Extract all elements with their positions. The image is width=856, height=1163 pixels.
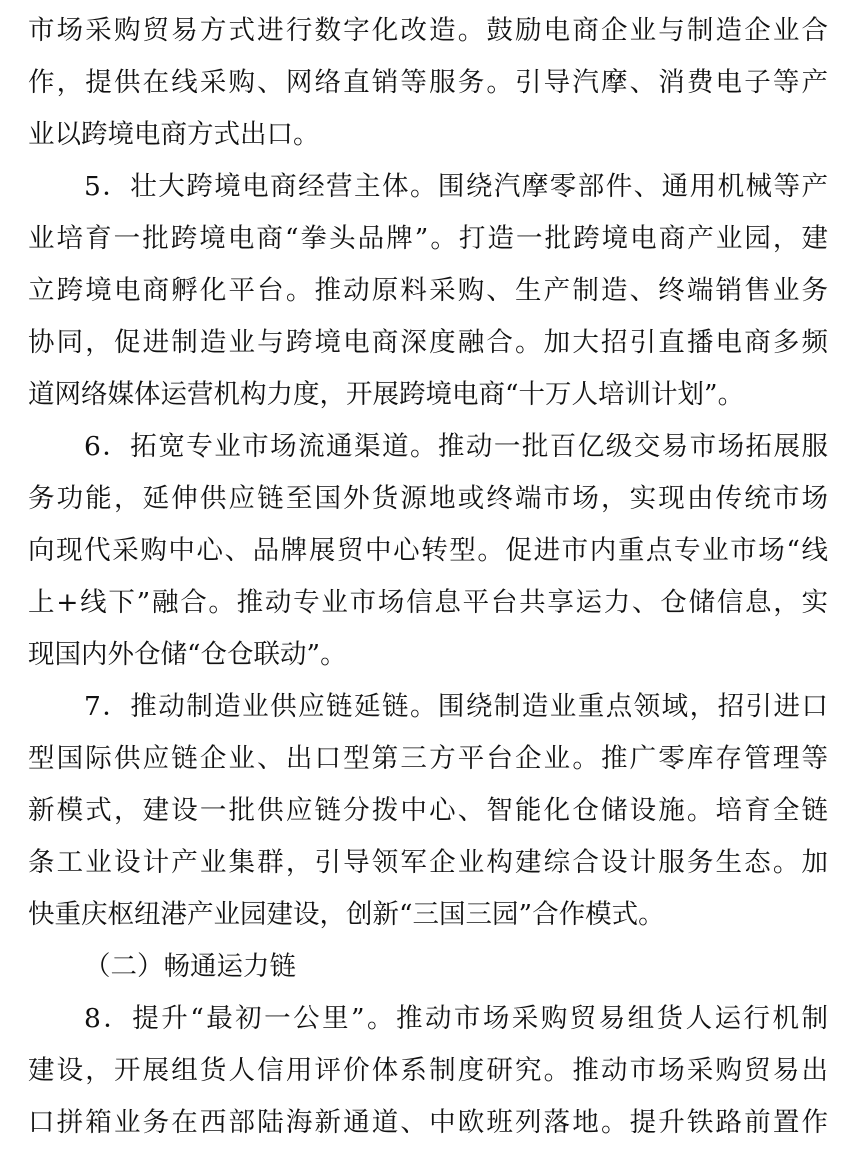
text-line-5: 业培育一批跨境电商“拳头品牌”。打造一批跨境电商产业园，建 — [28, 223, 828, 254]
text-line-15: 型国际供应链企业、出口型第三方平台企业。推广零库存管理等 — [28, 743, 828, 774]
text-line-21: 建设，开展组货人信用评价体系制度研究。推动市场采购贸易出 — [28, 1055, 828, 1086]
text-line-6: 立跨境电商孵化平台。推动原料采购、生产制造、终端销售业务 — [28, 275, 828, 306]
paragraph-6-start: 6．拓宽专业市场流通渠道。推动一批百亿级交易市场拓展服 — [84, 431, 828, 462]
text-line-7: 协同，促进制造业与跨境电商深度融合。加大招引直播电商多频 — [28, 327, 828, 358]
text-line-17: 条工业设计产业集群，引导领军企业构建综合设计服务生态。加 — [28, 847, 828, 878]
text-line-8: 道网络媒体运营机构力度，开展跨境电商“十万人培训计划”。 — [28, 379, 745, 410]
paragraph-8-start: 8．提升“最初一公里”。推动市场采购贸易组货人运行机制 — [84, 1003, 828, 1034]
paragraph-5-start: 5．壮大跨境电商经营主体。围绕汽摩零部件、通用机械等产 — [84, 171, 828, 202]
text-line-13: 现国内外仓储“仓仓联动”。 — [28, 639, 347, 670]
text-line-2: 作，提供在线采购、网络直销等服务。引导汽摩、消费电子等产 — [28, 67, 828, 98]
text-line-22: 口拼箱业务在西部陆海新通道、中欧班列落地。提升铁路前置作 — [28, 1107, 828, 1138]
text-line-1: 市场采购贸易方式进行数字化改造。鼓励电商企业与制造企业合 — [28, 15, 828, 46]
text-line-3: 业以跨境电商方式出口。 — [28, 119, 320, 150]
text-line-18: 快重庆枢纽港产业园建设，创新“三国三园”合作模式。 — [28, 899, 665, 930]
text-line-10: 务功能，延伸供应链至国外货源地或终端市场，实现由传统市场 — [28, 483, 828, 514]
text-line-16: 新模式，建设一批供应链分拨中心、智能化仓储设施。培育全链 — [28, 795, 828, 826]
text-line-11: 向现代采购中心、品牌展贸中心转型。促进市内重点专业市场“线 — [28, 535, 828, 566]
paragraph-7-start: 7．推动制造业供应链延链。围绕制造业重点领域，招引进口 — [84, 691, 828, 722]
text-line-12: 上+线下”融合。推动专业市场信息平台共享运力、仓储信息，实 — [28, 587, 828, 618]
section-heading: （二）畅通运力链 — [84, 951, 296, 982]
